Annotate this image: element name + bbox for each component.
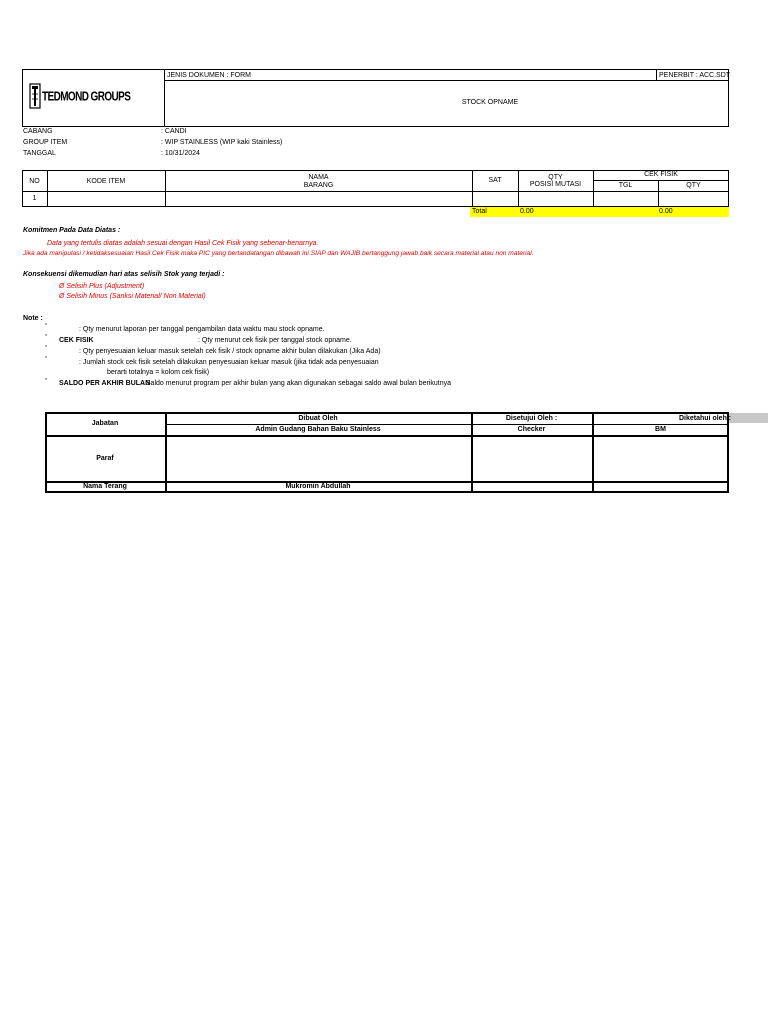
total-row [470, 207, 729, 217]
bm-label: BM [655, 426, 666, 433]
note-bullet-1: * [45, 323, 47, 329]
col-qty-1: QTY [548, 174, 563, 181]
col-no: NO [29, 178, 40, 185]
note-line-3: : Qty penyesuaian keluar masuk setelah cek fisik / stock opname akhir bulan dilakukan (Jika Ada) [79, 348, 381, 355]
group-item-value: : WIP STAINLESS (WIP kaki Stainless) [161, 139, 283, 146]
row-1-no: 1 [32, 195, 37, 202]
total-cek-fisik: 0.00 [659, 208, 673, 215]
col-qty: QTY [686, 182, 701, 189]
total-qty: 0.00 [520, 208, 534, 215]
note-line-2: : Qty menurut cek fisik per tanggal stock opname. [198, 337, 352, 344]
note-line-4: : Jumlah stock cek fisik setelah dilakukan penyesuaian keluar masuk (jika tidak ada penyesuaian [79, 359, 379, 366]
komitmen-line-1: Data yang tertulis diatas adalah sesuai dengan Hasil Cek Fisik yang sebenar-benarnya. [47, 240, 319, 247]
diketahui-oleh-label: Diketahui oleh : [679, 415, 732, 422]
col-tgl: TGL [618, 182, 633, 189]
nama-terang-label: Nama Terang [83, 483, 127, 490]
cabang-value: : CANDI [161, 128, 187, 135]
note-bullet-2: * [45, 334, 47, 340]
company-name: TEDMOND GROUPS [42, 90, 131, 105]
checker-label: Checker [517, 426, 546, 433]
konsekuensi-item-2: Ø Selisih Minus (Sanksi Material/ Non Material) [59, 293, 206, 300]
konsekuensi-item-1: Ø Selisih Plus (Adjustment) [59, 283, 145, 290]
col-kode-item: KODE ITEM [86, 178, 126, 185]
document-title: STOCK OPNAME [461, 99, 519, 106]
note-cek-fisik-label: CEK FISIK [59, 337, 94, 344]
note-bullet-4: * [45, 356, 47, 362]
cabang-label: CABANG [23, 128, 53, 135]
note-bullet-5: * [45, 378, 47, 384]
col-sat: SAT [488, 177, 502, 184]
jabatan-label: Jabatan [91, 420, 119, 427]
col-qty-2: POSISI MUTASI [529, 181, 582, 188]
nama-admin: Mukromin Abdullah [285, 483, 351, 490]
dibuat-oleh-label: Dibuat Oleh [298, 415, 338, 422]
jenis-dokumen: JENIS DOKUMEN : FORM [167, 72, 252, 79]
group-item-label: GROUP ITEM [23, 139, 68, 146]
komitmen-line-2: Jika ada manipulasi / ketidaksesuaian Hasil Cek Fisik maka PIC yang bertandatangan dibawah ini SIAP dan WAJIB bertanggung jawab baik secara material atau non material. [23, 250, 534, 257]
paraf-label: Paraf [96, 455, 114, 462]
admin-label: Admin Gudang Bahan Baku Stainless [255, 426, 381, 433]
col-nama-1: NAMA [308, 174, 329, 181]
tanggal-value: : 10/31/2024 [161, 150, 200, 157]
col-divider-1 [47, 170, 48, 207]
komitmen-title: Komitmen Pada Data Diatas : [23, 227, 121, 234]
disetujui-oleh-label: Disetujui Oleh : [505, 415, 558, 422]
penerbit: PENERBIT : ACC.SDT [659, 72, 731, 79]
note-line-4b: berarti totalnya = kolom cek fisik) [107, 369, 210, 376]
note-line-1: : Qty menurut laporan per tanggal pengambilan data waktu mau stock opname. [79, 326, 325, 333]
total-label: Total [472, 208, 487, 215]
table-row-divider [22, 191, 729, 192]
right-gray-bar [729, 413, 768, 423]
col-nama-2: BARANG [303, 182, 334, 189]
note-title: Note : [23, 315, 43, 322]
note-line-5: : Saldo menurut program per akhir bulan yang akan digunakan sebagai saldo awal bulan berikutnya [142, 380, 451, 387]
company-logo [29, 82, 131, 110]
note-bullet-3: * [45, 345, 47, 351]
note-saldo-label: SALDO PER AKHIR BULAN [59, 380, 151, 387]
col-cek-fisik: CEK FISIK [644, 171, 678, 178]
header-divider-row [164, 80, 729, 81]
sig-row-divider-2 [45, 435, 729, 437]
header-divider-penerbit [656, 69, 657, 81]
tanggal-label: TANGGAL [23, 150, 56, 157]
konsekuensi-title: Konsekuensi dikemudian hari atas selisih Stok yang terjadi : [23, 271, 225, 278]
